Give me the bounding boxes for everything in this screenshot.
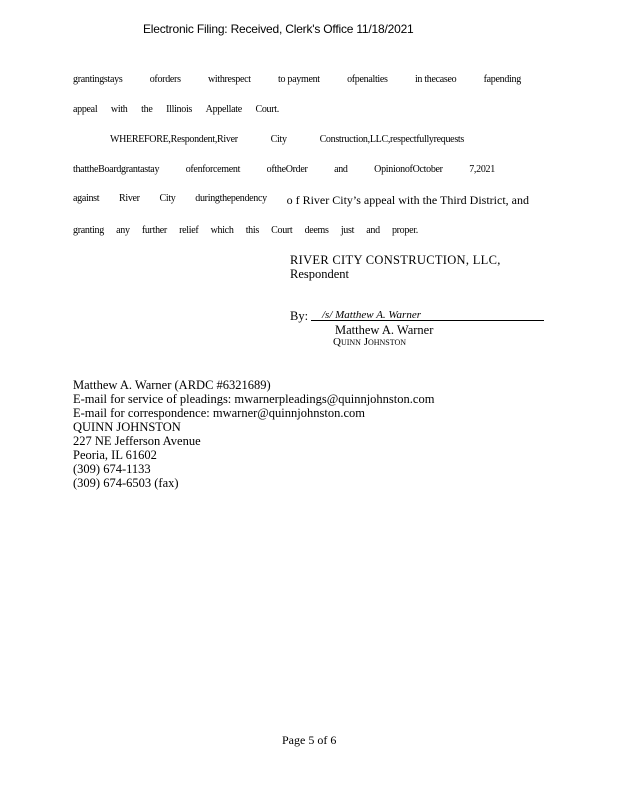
street-address: 227 NE Jefferson Avenue	[73, 434, 201, 448]
service-email: E-mail for service of pleadings: mwarnerpleadings@quinnjohnston.com	[73, 392, 435, 406]
signature-firm-smallcaps: Quinn Johnston	[333, 336, 407, 348]
body-line-4: thattheBoardgrantastay ofenforcement oftheOrder and OpinionofOctober 7,2021	[73, 164, 495, 175]
electronic-signature: /s/ Matthew A. Warner	[322, 309, 422, 321]
firm-name: QUINN JOHNSTON	[73, 420, 181, 434]
body-line-2: appeal with the Illinois Appellate Court.	[73, 104, 279, 115]
filing-stamp: Electronic Filing: Received, Clerk's Office 11/18/2021	[143, 22, 414, 36]
city-state-zip: Peoria, IL 61602	[73, 448, 157, 462]
signature-line	[311, 320, 544, 321]
body-line-1: grantingstays oforders withrespect to payment ofpenalties in thecaseo fapending	[73, 74, 521, 85]
attorney-name: Matthew A. Warner (ARDC #6321689)	[73, 378, 271, 392]
phone: (309) 674-1133	[73, 462, 151, 476]
correspondence-email: E-mail for correspondence: mwarner@quinnjohnston.com	[73, 406, 365, 420]
by-label: By:	[290, 309, 309, 323]
body-line-6: granting any further relief which this Court deems just and proper.	[73, 225, 418, 236]
signer-name: Matthew A. Warner	[335, 323, 434, 337]
body-line-3: WHEREFORE,Respondent,River City Construction,LLC,respectfullyrequests	[110, 134, 464, 145]
signature-firm: RIVER CITY CONSTRUCTION, LLC,	[290, 253, 501, 267]
body-line-5: against River City duringthependency o f River City’s appeal with the Third District, and	[73, 193, 529, 207]
attorney-block	[73, 378, 434, 490]
page-number: Page 5 of 6	[282, 733, 337, 747]
fax: (309) 674-6503 (fax)	[73, 476, 179, 490]
signature-role: Respondent	[290, 267, 350, 281]
